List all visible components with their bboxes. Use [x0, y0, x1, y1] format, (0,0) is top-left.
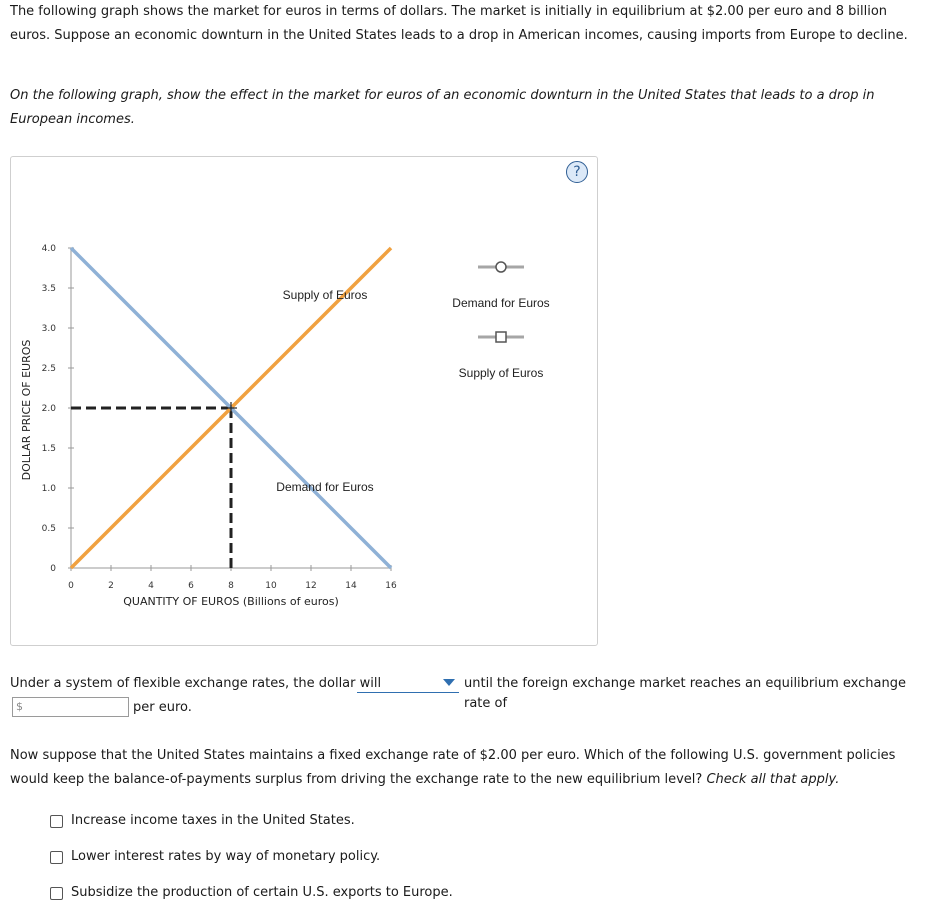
y-tick-label: 0.5 — [41, 524, 56, 534]
y-tick-label: 1.0 — [41, 484, 56, 494]
y-tick-label: 2.5 — [41, 364, 56, 374]
y-tick-label: 1.5 — [41, 444, 56, 454]
x-tick-label: 12 — [305, 581, 317, 591]
fixed-question-body: Now suppose that the United States maintains a fixed exchange rate of $2.00 per euro. Which of the following U.S. government policies would keep the balance-of-payments surplus from driving the exchange rate to the new equilibrium level? — [10, 748, 896, 787]
option-increase-taxes[interactable] — [50, 812, 355, 830]
dollar-prefix: $ — [16, 700, 23, 713]
x-tick-label: 8 — [228, 581, 234, 591]
legend-supply-square-icon — [496, 332, 506, 342]
option-label: Subsidize the production of certain U.S. exports to Europe. — [71, 885, 453, 900]
x-tick-label: 2 — [108, 581, 114, 591]
y-tick-label: 0 — [50, 564, 56, 574]
exchange-rate-input[interactable] — [12, 697, 129, 717]
y-axis-title: DOLLAR PRICE OF EUROS — [20, 339, 33, 481]
x-axis-title: QUANTITY OF EUROS (Billions of euros) — [123, 595, 339, 608]
y-tick-label: 2.0 — [41, 404, 56, 414]
x-tick-label: 16 — [385, 581, 397, 591]
checkbox[interactable] — [50, 851, 63, 864]
intro-text: The following graph shows the market for euros in terms of dollars. The market is initially in equilibrium at $2.00 per euro and 8 billion euros. Suppose an economic downturn in the United States leads to a drop in American incomes, causing imports from Europe to decline. — [10, 4, 908, 43]
dollar-direction-dropdown[interactable] — [357, 674, 459, 693]
option-subsidize-exports[interactable] — [50, 884, 453, 902]
per-euro-label: per euro. — [133, 700, 192, 715]
instruction-text: On the following graph, show the effect in the market for euros of an economic downturn in the United States that leads to a drop in European incomes. — [10, 88, 875, 127]
flex-question-text: Under a system of flexible exchange rates, the dollar will — [10, 676, 382, 691]
flex-question-tail: until the foreign exchange market reaches an equilibrium exchange rate of — [464, 676, 906, 711]
checkbox[interactable] — [50, 887, 63, 900]
x-tick-label: 6 — [188, 581, 194, 591]
supply-curve-label: Supply of Euros — [282, 288, 368, 302]
x-tick-label: 4 — [148, 581, 154, 591]
fixed-question-emphasis: Check all that apply. — [706, 772, 840, 787]
x-tick-label: 0 — [68, 581, 74, 591]
x-tick-label: 14 — [345, 581, 357, 591]
legend-supply-label: Supply of Euros — [458, 366, 544, 380]
x-tick-label: 10 — [265, 581, 277, 591]
option-lower-interest-rates[interactable] — [50, 848, 380, 866]
help-icon[interactable]: ? — [566, 161, 588, 183]
option-label: Lower interest rates by way of monetary policy. — [71, 849, 381, 864]
y-tick-label: 4.0 — [41, 244, 56, 254]
legend-demand-label: Demand for Euros — [452, 296, 550, 310]
y-tick-label: 3.0 — [41, 324, 56, 334]
option-label: Increase income taxes in the United States. — [71, 813, 355, 828]
fixed-question-text — [10, 744, 920, 792]
y-tick-label: 3.5 — [41, 284, 56, 294]
chevron-down-icon — [443, 679, 455, 686]
legend-demand-circle-icon — [496, 262, 506, 272]
demand-curve-label: Demand for Euros — [276, 480, 374, 494]
checkbox[interactable] — [50, 815, 63, 828]
